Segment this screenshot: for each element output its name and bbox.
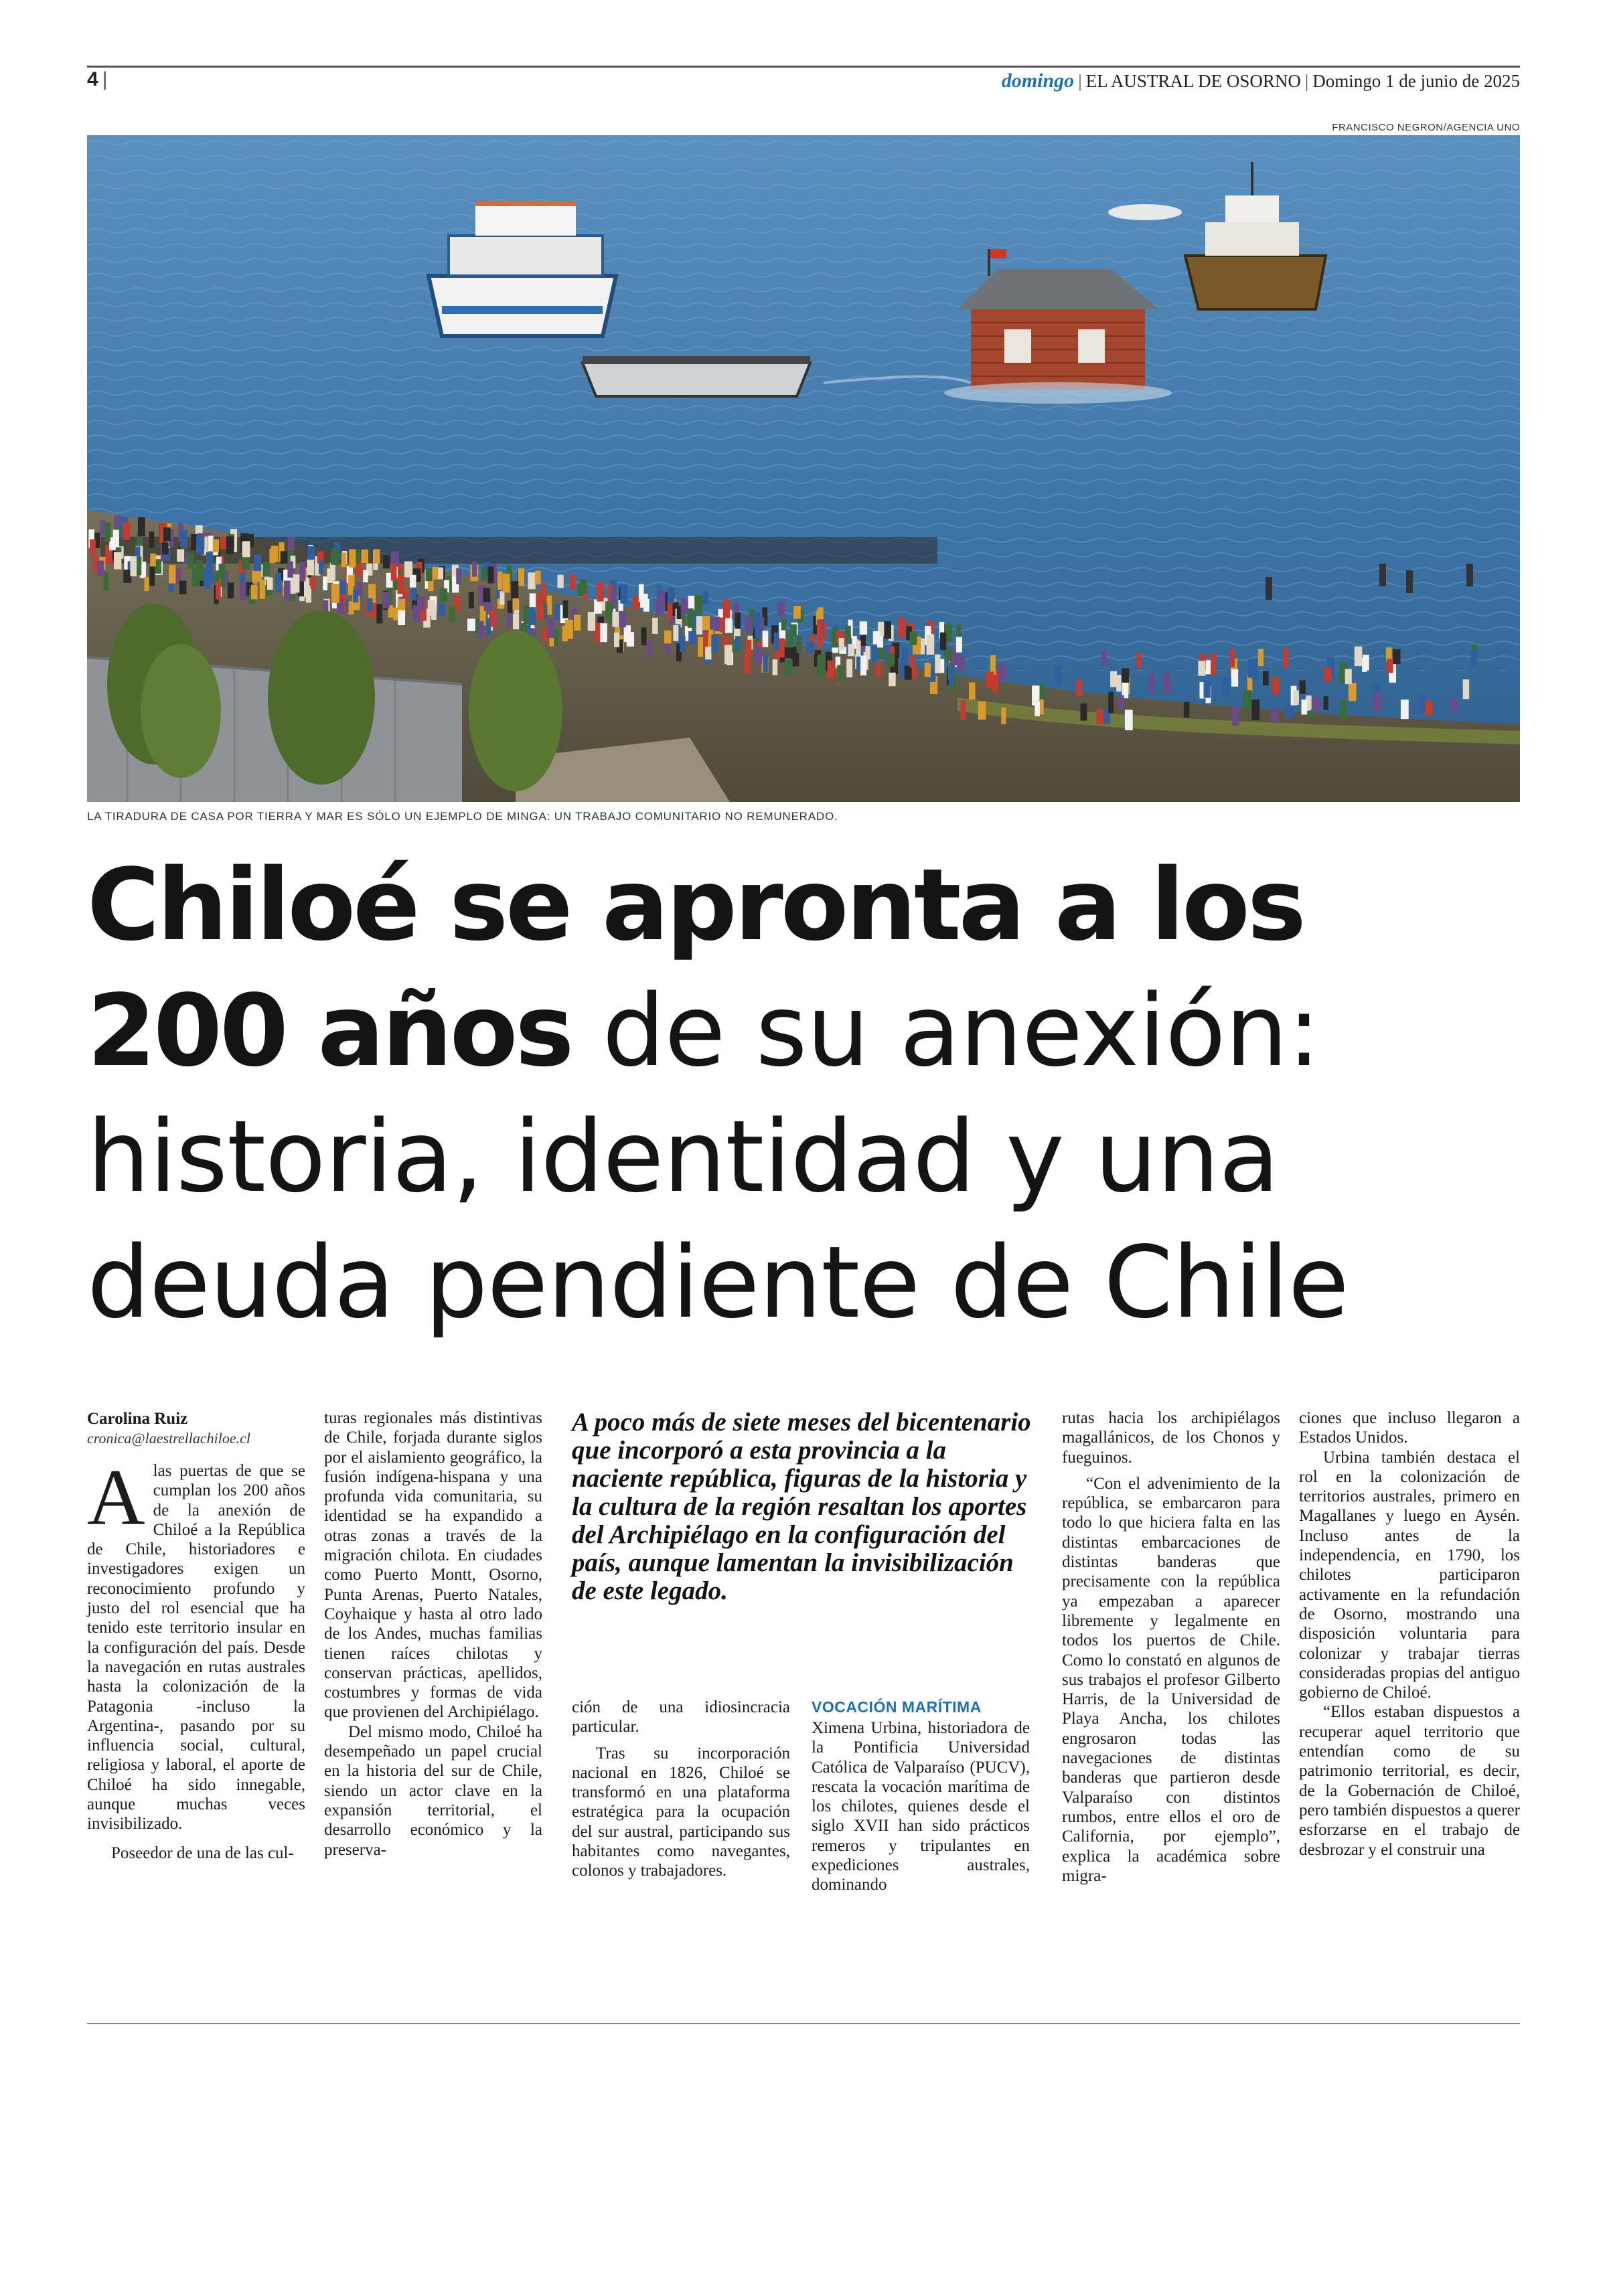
crowd-figure	[614, 633, 619, 647]
page-number: 4 |	[87, 68, 108, 90]
paragraph: Del mismo modo, Chiloé ha desempeñado un papel crucial en la historia del sur de Chile, siendo un actor clave en la expansión territorial, el desarrollo económico y la preserva-	[324, 1722, 542, 1859]
crowd-figure	[163, 527, 171, 542]
crowd-figure	[300, 562, 306, 581]
crowd-figure	[449, 607, 456, 623]
crowd-figure	[311, 576, 316, 588]
crowd-figure	[327, 568, 333, 583]
crowd-figure	[508, 600, 513, 613]
crowd-figure	[711, 635, 718, 653]
crowd-figure	[902, 647, 909, 665]
crowd-figure	[131, 556, 137, 576]
crowd-figure	[620, 584, 627, 604]
crowd-figure	[104, 523, 110, 542]
crowd-figure	[578, 584, 583, 596]
crowd-figure	[228, 582, 234, 598]
headline-line-1: Chiloé se apronta a los	[87, 847, 1304, 963]
crowd-figure	[1039, 684, 1044, 700]
crowd-figure	[275, 573, 281, 593]
crowd-figure	[1230, 649, 1235, 667]
crowd-figure	[374, 549, 380, 563]
crowd-figure	[287, 562, 293, 578]
crowd-figure	[1108, 691, 1114, 713]
crowd-figure	[887, 653, 895, 667]
crowd-figure	[641, 627, 647, 645]
crowd-figure	[702, 591, 708, 604]
lead-photo	[87, 135, 1520, 802]
byline-author: Carolina Ruiz	[87, 1410, 188, 1428]
crowd-figure	[925, 663, 931, 677]
crowd-figure	[524, 605, 529, 625]
crowd-figure	[104, 572, 108, 591]
crowd-figure	[846, 659, 852, 677]
crowd-figure	[745, 617, 752, 633]
crowd-figure	[681, 598, 688, 614]
crowd-figure	[1163, 673, 1170, 693]
crowd-figure	[909, 632, 917, 645]
paragraph: “Con el advenimiento de la república, se embarcaron para todo lo que hiciera falta en las distintas embarcaciones de distintas banderas que precisamente con la república ya empezaban a aparecer libremente y legalmente en todos los puertos de Chile. Como lo constató en algunos de sus trabajos el profesor Gilberto Harris, de la Universidad de Playa Ancha, los chilotes engrosaron todas las navegaciones de distintas banderas que partieron desde Valparaíso con distintos rumbos, entre ellos el oro de California, por ejemplo”, explica la académica sobre migra-	[1062, 1474, 1280, 1885]
crowd-figure	[1001, 708, 1006, 724]
crowd-figure	[958, 656, 965, 671]
crowd-figure	[797, 637, 802, 653]
crowd-figure	[1097, 710, 1105, 724]
article-column-4	[812, 1698, 1030, 1895]
crowd-figure	[1340, 701, 1347, 720]
crowd-figure	[138, 517, 145, 537]
crowd-figure	[323, 576, 327, 590]
crowd-figure	[1231, 669, 1238, 687]
crowd-figure	[605, 601, 613, 619]
crowd-figure	[187, 553, 194, 569]
crowd-figure	[226, 538, 232, 552]
crowd-figure	[383, 592, 390, 608]
crowd-figure	[1463, 679, 1470, 700]
crowd-figure	[746, 640, 752, 657]
crowd-figure	[213, 540, 219, 553]
article-column-6	[1299, 1408, 1520, 1860]
crowd-figure	[961, 700, 966, 720]
crowd-figure	[694, 595, 702, 614]
crowd-figure	[1302, 700, 1308, 714]
crowd-figure	[307, 560, 314, 575]
crowd-figure	[1393, 649, 1401, 664]
crowd-figure	[169, 565, 175, 584]
crowd-figure	[876, 661, 881, 677]
crowd-figure	[1263, 671, 1269, 685]
crowd-figure	[627, 632, 634, 647]
crowd-figure	[500, 591, 504, 604]
rowboat	[1108, 204, 1182, 220]
crowd-figure	[440, 588, 447, 602]
crowd-figure	[331, 584, 339, 603]
drop-cap: A	[87, 1453, 145, 1542]
headline-line-4: deuda pendiente de Chile	[87, 1225, 1349, 1340]
crowd-figure	[479, 621, 484, 639]
crowd-figure	[724, 645, 732, 664]
crowd-figure	[331, 549, 339, 565]
crowd-figure	[547, 596, 552, 615]
crowd-figure	[438, 604, 445, 617]
crowd-figure	[251, 585, 258, 600]
crowd-figure	[367, 598, 372, 612]
crowd-figure	[1258, 649, 1264, 666]
crowd-figure	[860, 621, 867, 635]
crowd-figure	[978, 702, 986, 720]
issue-date: Domingo 1 de junio de 2025	[1312, 71, 1520, 91]
crowd-figure	[680, 636, 686, 652]
crowd-figure	[1251, 700, 1259, 720]
crowd-figure	[1247, 676, 1253, 692]
crowd-figure	[293, 574, 300, 592]
crowd-figure	[1286, 704, 1294, 719]
crowd-figure	[542, 628, 548, 641]
crowd-figure	[281, 551, 288, 564]
crowd-figure	[817, 621, 822, 635]
crowd-figure	[763, 654, 768, 673]
crowd-figure	[755, 622, 760, 639]
crowd-figure	[790, 625, 796, 637]
crowd-figure	[196, 536, 204, 555]
crowd-figure	[1148, 673, 1154, 691]
paragraph: Ximena Urbina, historiadora de la Pontificia Universidad Católica de Valparaíso (PUCV), rescata la vocación marítima de los chilotes, quienes desde el siglo XVII han sido prácticos remeros y tripulantes en expediciones australes, dominando	[812, 1719, 1030, 1894]
crowd-figure	[725, 620, 733, 633]
crowd-figure	[570, 574, 576, 589]
crowd-figure	[839, 638, 844, 650]
crowd-figure	[391, 564, 397, 581]
crowd-figure	[412, 605, 420, 622]
crowd-figure	[1355, 647, 1363, 666]
crowd-figure	[667, 601, 672, 619]
crowd-figure	[90, 540, 96, 556]
crowd-figure	[254, 554, 262, 571]
crowd-figure	[528, 607, 536, 625]
crowd-figure	[398, 610, 405, 625]
masthead: domingo | EL AUSTRAL DE OSORNO | Domingo 1 de junio de 2025	[1001, 70, 1520, 92]
crowd-figure	[376, 604, 382, 623]
crowd-figure	[652, 618, 658, 634]
crowd-figure	[348, 575, 354, 595]
crowd-figure	[565, 620, 573, 639]
crowd-figure	[1387, 659, 1393, 673]
crowd-figure	[1349, 683, 1357, 701]
crowd-figure	[1211, 654, 1216, 675]
headline-line-2-light: de su anexión:	[571, 973, 1320, 1088]
crowd-figure	[488, 566, 494, 583]
crowd-figure	[949, 665, 954, 685]
crowd-figure	[969, 682, 976, 700]
crowd-figure	[588, 612, 595, 631]
crowd-figure	[208, 536, 214, 551]
crowd-figure	[511, 581, 518, 598]
crowd-figure	[755, 646, 762, 665]
crowd-figure	[781, 619, 787, 631]
crowd-figure	[177, 549, 184, 562]
photo-credit: FRANCISCO NEGRON/AGENCIA UNO	[1332, 122, 1520, 133]
crowd-figure	[144, 577, 149, 591]
crowd-figure	[362, 550, 369, 563]
crowd-figure	[1232, 706, 1239, 726]
crowd-figure	[284, 580, 291, 600]
paragraph: Tras su incorporación nacional en 1826, Chiloé se transformó en una plataforma estratégica para la ocupación del sur austral, participando sus habitantes como navegantes, colonos y trabajadores.	[572, 1744, 790, 1880]
crowd-figure	[1345, 669, 1352, 684]
crowd-figure	[647, 640, 652, 657]
crowd-figure	[828, 661, 835, 679]
article-column-5	[1062, 1408, 1280, 1886]
crowd-figure	[696, 616, 702, 635]
paragraph: ción de una idiosincracia particular.	[572, 1698, 790, 1736]
crowd-figure	[735, 612, 741, 629]
paragraph: Urbina también destaca el rol en la colonización de territorios australes, primero en Magallanes y luego en Aysén. Incluso antes de la independencia, en 1790, los chilotes participaron activamente en la refundación de Osorno, mostrando una disposición voluntaria para colonizar y trabajar tierras consideradas propias del antiguo gobierno de Chiloé.	[1299, 1448, 1520, 1702]
crowd-figure	[1222, 677, 1229, 695]
crowd-figure	[271, 546, 279, 562]
subhead: VOCACIÓN MARÍTIMA	[812, 1698, 982, 1716]
crowd-figure	[1324, 667, 1331, 681]
article-column-3	[572, 1698, 790, 1881]
headline	[87, 842, 1520, 1345]
crowd-figure	[1401, 700, 1409, 719]
crowd-figure	[698, 637, 703, 657]
crowd-figure	[216, 582, 221, 599]
crowd-figure	[469, 592, 474, 608]
photo-caption: LA TIRADURA DE CASA POR TIERRA Y MAR ES SÓLO UN EJEMPLO DE MINGA: UN TRABAJO COMUNITARIO NO REMUNERADO.	[87, 810, 838, 823]
crowd-figure	[114, 552, 121, 570]
crowd-figure	[848, 644, 854, 656]
crowd-figure	[513, 614, 519, 629]
crowd-figure	[1283, 648, 1288, 668]
crowd-figure	[793, 606, 801, 619]
crowd-figure	[714, 617, 720, 631]
crowd-figure	[206, 552, 213, 572]
crowd-figure	[1324, 696, 1328, 710]
first-paragraph: Alas puertas de que se cumplan los 200 años de la anexión de Chiloé a la República de Chile, historiadores e investigadores exigen un reconocimiento profundo y justo del rol esencial que ha tenido este territorio insular en la configuración del país. Desde la navegación en rutas australes hasta la colonización de la Patagonia -incluso la Argentina-, pasando por su influencia social, cultural, religiosa y laboral, el aporte de Chiloé ha sido innegable, aunque muchas veces invisibilizado.	[87, 1453, 305, 1833]
crowd-figure	[1198, 661, 1205, 676]
crowd-figure	[341, 553, 347, 568]
crowd-figure	[518, 568, 524, 586]
crowd-figure	[123, 522, 130, 540]
crowd-figure	[1362, 658, 1367, 672]
crowd-figure	[1116, 675, 1122, 691]
crowd-figure	[548, 618, 554, 638]
crowd-figure	[1293, 690, 1299, 705]
crowd-figure	[363, 570, 368, 582]
paragraph: ciones que incluso llegaron a Estados Unidos.	[1299, 1409, 1520, 1447]
crowd-figure	[986, 671, 994, 687]
crowd-figure	[1471, 649, 1477, 665]
boat-small	[583, 356, 810, 396]
crowd-figure	[179, 580, 187, 594]
article-column-1	[87, 1408, 305, 1863]
crowd-figure	[639, 584, 644, 602]
crowd-figure	[1312, 698, 1320, 713]
crowd-figure	[288, 537, 295, 551]
crowd-figure	[1374, 693, 1381, 711]
crowd-figure	[481, 567, 487, 581]
crowd-figure	[744, 655, 751, 673]
crowd-figure	[149, 531, 155, 548]
crowd-figure	[1125, 710, 1133, 730]
crowd-figure	[150, 554, 155, 567]
byline-email[interactable]: cronica@laestrellachiloe.cl	[87, 1430, 251, 1447]
crowd-figure	[242, 541, 250, 557]
crowd-figure	[1248, 659, 1254, 678]
crowd-figure	[1101, 651, 1107, 665]
crowd-figure	[1122, 668, 1129, 682]
headline-line-2-bold: 200 años	[87, 973, 572, 1088]
crowd-figure	[898, 618, 905, 638]
crowd-figure	[763, 631, 769, 647]
bottom-rule	[87, 2023, 1520, 2024]
crowd-figure	[483, 588, 490, 602]
crowd-figure	[873, 631, 881, 644]
paragraph: “Ellos estaban dispuestos a recuperar aquel territorio que entendían como de su patrimonio territorial, es decir, de la Gobernación de Chiloé, pero también dispuestos a querer esforzarse en el trabajo de desbrozar y el construir una	[1299, 1703, 1520, 1859]
crowd-figure	[410, 575, 416, 588]
crowd-figure	[785, 659, 792, 676]
paragraph: rutas hacia los archipiélagos magallánicos, de los Chonos y fueguinos.	[1062, 1409, 1280, 1467]
crowd-figure	[220, 573, 226, 587]
crowd-figure	[260, 580, 265, 599]
crowd-figure	[1035, 702, 1040, 716]
paragraph: Poseedor de una de las cul-	[111, 1843, 294, 1862]
crowd-figure	[486, 618, 491, 635]
crowd-figure	[818, 655, 825, 675]
crowd-figure	[668, 588, 675, 604]
crowd-figure	[554, 630, 558, 645]
crowd-figure	[940, 633, 946, 651]
crowd-figure	[702, 616, 710, 631]
crowd-figure	[806, 641, 814, 653]
crowd-figure	[1076, 679, 1082, 696]
page-number-value: 4	[87, 68, 98, 90]
crowd-figure	[860, 655, 866, 675]
crowd-figure	[149, 567, 155, 586]
crowd-figure	[735, 636, 741, 649]
crowd-figure	[773, 659, 778, 675]
crowd-figure	[136, 557, 141, 576]
crowd-figure	[1118, 695, 1124, 708]
crowd-figure	[472, 561, 477, 576]
crowd-figure	[612, 612, 619, 627]
headline-line-3: historia, identidad y una	[87, 1099, 1279, 1214]
crowd-figure	[209, 571, 215, 583]
article-column-2	[324, 1408, 542, 1860]
crowd-figure	[558, 575, 564, 588]
crowd-figure	[1271, 707, 1278, 722]
crowd-figure	[878, 646, 885, 660]
crowd-figure	[356, 549, 360, 564]
crowd-figure	[777, 601, 785, 617]
crowd-figure	[498, 572, 502, 590]
newspaper-name: EL AUSTRAL DE OSORNO	[1085, 71, 1301, 91]
crowd-figure	[240, 582, 246, 600]
crowd-figure	[673, 625, 678, 641]
crowd-figure	[431, 605, 437, 620]
crowd-figure	[162, 542, 169, 554]
paragraph: turas regionales más distintivas de Chile, forjada durante siglos por el aislamiento geográfico, la fusión indígena-hispana y una profunda vida comunitaria, su identidad se ha expandido a otras zonas a través de la migración chilota. En ciudades como Puerto Montt, Osorno, Punta Arenas, Puerto Natales, Coyhaique y hasta al otro lado de los Andes, muchas familias tienen raíces chilotas y conservan prácticas, apellidos, costumbres y formas de vida que provienen del Archipiélago.	[324, 1409, 542, 1722]
crowd-figure	[856, 641, 860, 657]
crowd-figure	[927, 635, 935, 655]
crowd-figure	[600, 623, 607, 642]
crowd-figure	[1451, 698, 1458, 713]
header-rule	[87, 66, 1520, 68]
crowd-figure	[688, 608, 694, 628]
crowd-figure	[688, 631, 696, 644]
crowd-figure	[905, 666, 912, 680]
crowd-figure	[349, 549, 356, 567]
crowd-figure	[1205, 660, 1211, 674]
crowd-figure	[597, 582, 603, 601]
crowd-figure	[956, 637, 962, 653]
crowd-figure	[956, 625, 961, 639]
crowd-figure	[664, 631, 672, 644]
crowd-figure	[507, 614, 512, 627]
crowd-figure	[383, 555, 390, 568]
crowd-figure	[181, 530, 187, 547]
crowd-figure	[1055, 665, 1062, 685]
crowd-figure	[889, 673, 896, 686]
crowd-figure	[503, 574, 510, 592]
crowd-figure	[720, 618, 725, 633]
crowd-figure	[723, 600, 731, 618]
crowd-figure	[705, 647, 711, 659]
crowd-figure	[467, 619, 475, 631]
crowd-figure	[1136, 653, 1141, 668]
crowd-figure	[1110, 671, 1117, 687]
crowd-figure	[267, 578, 273, 590]
crowd-figure	[319, 560, 324, 574]
crowd-figure	[353, 590, 358, 602]
crowd-figure	[999, 663, 1006, 680]
crowd-figure	[1184, 702, 1190, 718]
crowd-figure	[1204, 680, 1211, 698]
crowd-figure	[838, 665, 843, 683]
crowd-figure	[1420, 695, 1425, 714]
crowd-figure	[1425, 701, 1432, 715]
crowd-figure	[97, 560, 104, 576]
crowd-figure	[220, 536, 226, 549]
crowd-figure	[438, 568, 443, 580]
crowd-figure	[1272, 677, 1280, 694]
crowd-figure	[656, 599, 662, 615]
crowd-figure	[490, 610, 496, 627]
crowd-figure	[535, 571, 541, 584]
crowd-figure	[196, 560, 204, 576]
lede: A poco más de siete meses del bicentenario que incorporó a esta provincia a la naciente república, figuras de la historia y la cultura de la región resaltan los aportes del Archipiélago en la configuración del país, aunque lamentan la invisibilización de este legado.	[572, 1408, 1031, 1605]
crowd-figure	[1243, 690, 1251, 710]
photo-illustration	[87, 135, 1520, 802]
crowd-figure	[935, 655, 940, 673]
crowd-figure	[884, 621, 891, 639]
crowd-figure	[528, 572, 535, 589]
crowd-figure	[537, 602, 544, 620]
crowd-figure	[910, 655, 915, 667]
crowd-figure	[574, 615, 581, 631]
crowd-figure	[456, 568, 461, 584]
crowd-figure	[1081, 704, 1087, 721]
crowd-figure	[262, 562, 270, 576]
crowd-figure	[563, 600, 568, 619]
crowd-figure	[619, 611, 626, 628]
crowd-figure	[426, 568, 433, 582]
crowd-figure	[1300, 680, 1306, 694]
crowd-figure	[774, 633, 779, 651]
crowd-figure	[339, 580, 346, 596]
section-name: domingo	[1001, 70, 1075, 92]
crowd-figure	[845, 626, 851, 642]
